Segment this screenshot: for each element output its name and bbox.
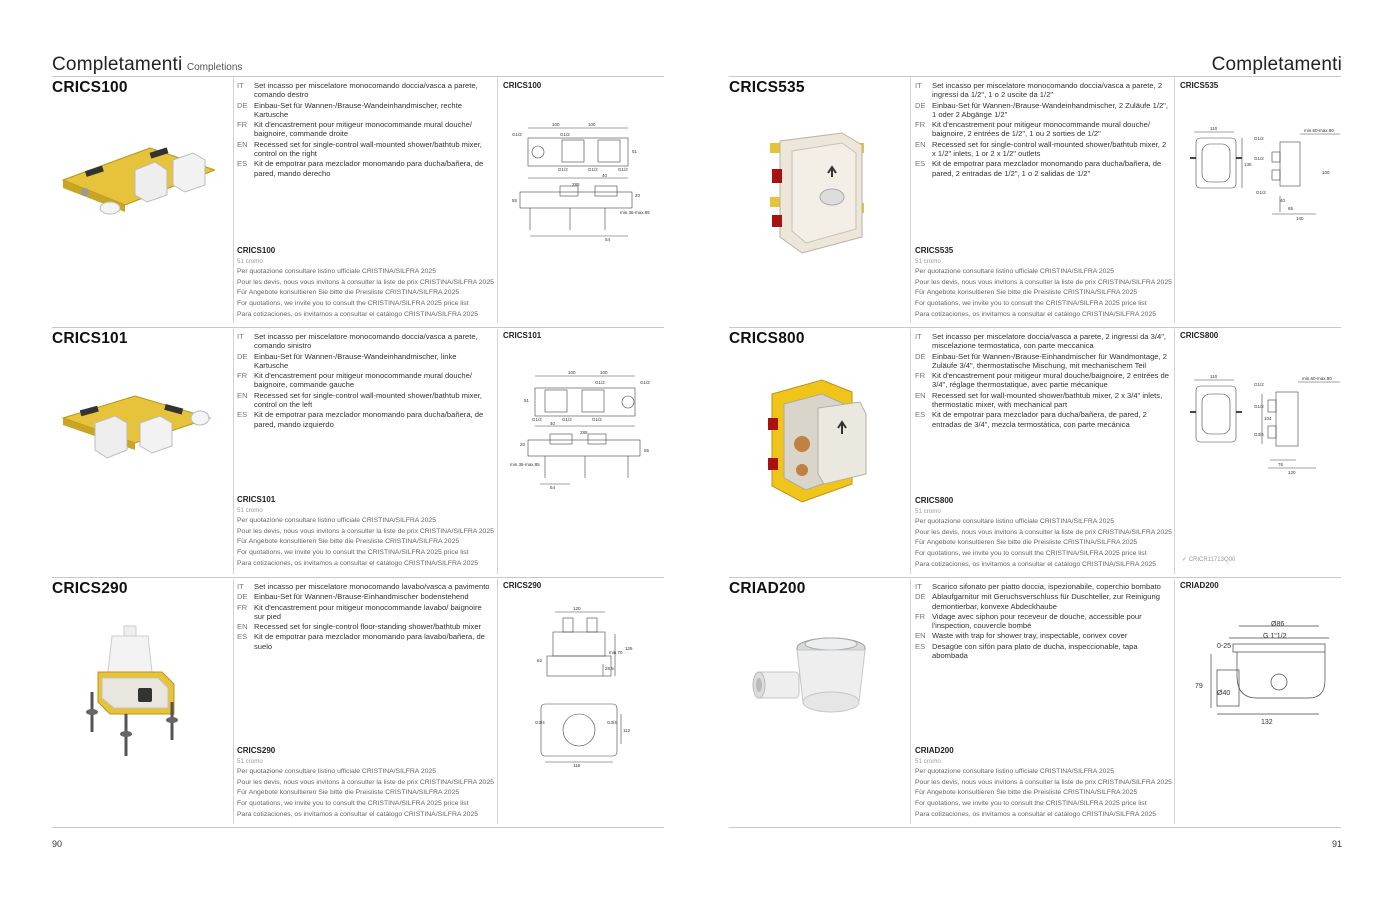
column-divider [497, 579, 498, 824]
dim-label: 55 [512, 198, 518, 203]
price-note: Para cotizaciones, os invitamos a consultar el catálogo CRISTINA/SILFRA 2025 [915, 310, 1157, 318]
desc-text: Einbau-Set für Wannen-/Brause-Wandeinhandmischer, rechte Kartusche [254, 100, 462, 119]
dim-label: G1/2 [562, 417, 572, 422]
dim-label: 51 [524, 398, 530, 403]
product-code: CRICS101 [52, 330, 128, 347]
dim-label: 100 [1322, 170, 1330, 175]
desc-text: Einbau-Set für Wannen-/Brause-Einhandmischer für Wandmontage, 2 Zuläufe 3/4", thermostatische Mischung, mit mechanischem Teil [932, 351, 1167, 370]
lang-code: DE [237, 592, 248, 602]
technical-drawing-crics800 [1184, 372, 1344, 481]
column-divider [233, 579, 234, 824]
dim-label: 132 [1261, 719, 1273, 726]
drawing-title: CRICS290 [503, 581, 542, 590]
desc-text: Desagüe con sifón para plato de ducha, inspeccionable, tapa abombada [932, 641, 1138, 661]
lang-code: IT [915, 332, 922, 341]
desc-text: Kit de empotrar para mezclador para ducha/bañera, de pared, 2 entradas de 3/4", mezcla termostática, con parte mecánica [932, 410, 1147, 429]
meta-code: CRICS535 [915, 246, 954, 255]
price-note: Für Angebote konsultieren Sie bitte die Preisliste CRISTINA/SILFRA 2025 [237, 789, 460, 797]
lang-code: ES [915, 410, 926, 420]
lang-code: FR [237, 371, 248, 381]
dim-label: G1/2 [1254, 136, 1264, 141]
row-divider [729, 327, 1341, 328]
dim-label: 20 [520, 442, 526, 447]
technical-drawing-criad200 [1189, 618, 1339, 735]
price-note: Per quotazione consultare listino ufficiale CRISTINA/SILFRA 2025 [237, 268, 436, 276]
lang-code: FR [915, 120, 926, 130]
desc-text: Recessed set for single-control wall-mounted shower/bathtub mixer, control on the left [254, 390, 482, 410]
technical-drawing-crics100 [510, 120, 660, 247]
product-code: CRICS535 [729, 79, 805, 96]
meta-code: CRIAD200 [915, 746, 954, 755]
price-note: Für Angebote konsultieren Sie bitte die Preisliste CRISTINA/SILFRA 2025 [915, 789, 1138, 797]
desc-text: Recessed set for single-control wall-mounted shower/bathtub mixer, 2 x 1/2" inlets, 1 or 2 x 1/2" outlets [932, 139, 1167, 159]
column-divider [497, 78, 498, 323]
desc-text: Recessed set for single-control wall-mounted shower/bathtub mixer, control on the right [254, 139, 482, 159]
desc-text: Ablaufgarnitur mit Geruchsverschluss für Duschteller, zur Reinigung demontierbar, konvexe Abdeckhaube [932, 592, 1160, 611]
lang-code: EN [915, 631, 926, 641]
page-header [52, 54, 242, 76]
product-meta [237, 495, 497, 569]
price-note: Pour les devis, nous vous invitons à consulter la liste de prix CRISTINA/SILFRA 2025 [915, 528, 1172, 536]
lang-code: IT [915, 582, 922, 591]
dim-label: G1/2 [512, 132, 522, 137]
desc-text: Einbau-Set für Wannen-/Brause-Wandeinhandmischer, linke Kartusche [254, 351, 457, 370]
meta-code: CRICS101 [237, 495, 276, 504]
column-divider [910, 78, 911, 323]
dim-label: min.36-max.85 [510, 462, 540, 467]
product-meta [915, 496, 1175, 570]
dim-label: 104 [1264, 416, 1272, 421]
price-note: Pour les devis, nous vous invitons à consulter la liste de prix CRISTINA/SILFRA 2025 [237, 778, 494, 786]
dim-label: 116 [573, 763, 581, 768]
column-divider [497, 329, 498, 574]
dim-label: 140 [1296, 216, 1304, 221]
dim-label: G 1"1/2 [1263, 633, 1287, 640]
desc-text: Recessed set for single-control floor-standing shower/bathtub mixer [254, 622, 482, 632]
product-code: CRICS800 [729, 330, 805, 347]
price-note: Pour les devis, nous vous invitons à consulter la liste de prix CRISTINA/SILFRA 2025 [237, 278, 494, 286]
price-note: Para cotizaciones, os invitamos a consultar el catálogo CRISTINA/SILFRA 2025 [237, 810, 479, 818]
dim-label: G1/2 [595, 380, 605, 385]
dim-label: G1/2 [532, 417, 542, 422]
dim-label: G1/2 [588, 167, 598, 172]
dim-label: G1/2 [1254, 404, 1264, 409]
price-note: Para cotizaciones, os invitamos a consultar el catálogo CRISTINA/SILFRA 2025 [915, 560, 1157, 568]
certification-icon: ✓ [1182, 557, 1188, 563]
desc-text: Kit de empotrar para mezclador monomando para ducha/bañera, de pared, mando derecho [254, 159, 484, 178]
desc-text: Set incasso per miscelatore monocomando lavabo/vasca a pavimento [254, 582, 490, 591]
desc-text: Kit d'encastrement pour mitigeur monocommande mural douche/ baignoire, commande gauche [254, 371, 472, 390]
drawing-title: CRICS101 [503, 331, 542, 340]
dim-label: 20 [635, 193, 641, 198]
dim-label: G3/4 [1254, 432, 1264, 437]
desc-text: Scarico sifonato per piatto doccia, ispezionabile, coperchio bombato [932, 582, 1161, 591]
finish-label: 51 cromo [237, 506, 263, 514]
row-divider [729, 577, 1341, 578]
lang-code: EN [237, 139, 248, 149]
product-description [915, 582, 1170, 661]
dim-label: 110 [1210, 126, 1218, 131]
page-number: 90 [52, 839, 63, 849]
dim-label: G1/2 [592, 417, 602, 422]
dim-label: 28.5 [605, 666, 614, 671]
dim-label: min.60-max.90 [1304, 128, 1334, 133]
desc-text: Kit d'encastrement pour mitigeur monocommande mural douche/ baignoire, commande droite [254, 120, 472, 139]
dim-label: 285 [580, 430, 588, 435]
header-divider [729, 76, 1341, 77]
lang-code: IT [237, 332, 244, 341]
technical-drawing-crics535 [1184, 124, 1344, 229]
dim-label: 100 [552, 122, 560, 127]
dim-label: G1/2 [640, 380, 650, 385]
dim-label: 100 [588, 122, 596, 127]
dim-label: 76 [1278, 462, 1284, 467]
product-description [237, 81, 492, 179]
meta-code: CRICS800 [915, 496, 954, 505]
lang-code: DE [237, 351, 248, 361]
desc-text: Kit d'encastrement pour mitigeur monocommande mural douche/ baignoire, 2 entrées de 1/2", 1 ou 2 sorties de 1/2" [932, 120, 1150, 139]
desc-text: Kit d'encastrement pour mitigeur mural douche/baignoire, 2 entrées de 3/4", réglage thermostatique, avec partie mécanique [932, 371, 1169, 390]
dim-label: 285 [572, 182, 580, 187]
lang-code: IT [237, 81, 244, 90]
dim-label: 120 [1288, 470, 1296, 475]
drawing-title: CRICS800 [1180, 331, 1219, 340]
certification-code: CRICR11713Q00 [1188, 557, 1236, 563]
dim-label: 79 [1195, 683, 1203, 690]
dim-label: 110 [1210, 374, 1218, 379]
dim-label: min.36-max.85 [620, 210, 650, 215]
price-note: Pour les devis, nous vous invitons à consulter la liste de prix CRISTINA/SILFRA 2025 [237, 527, 494, 535]
price-note: Für Angebote konsultieren Sie bitte die Preisliste CRISTINA/SILFRA 2025 [915, 539, 1138, 547]
price-note: For quotations, we invite you to consult the CRISTINA/SILFRA 2025 price list [237, 299, 469, 307]
section-subtitle: Completions [186, 62, 243, 73]
column-divider [1174, 78, 1175, 323]
lang-code: FR [915, 611, 926, 621]
dim-label: G3/4 [607, 720, 617, 725]
price-note: For quotations, we invite you to consult the CRISTINA/SILFRA 2025 price list [915, 799, 1147, 807]
drawing-title: CRICS535 [1180, 81, 1219, 90]
lang-code: IT [237, 582, 244, 591]
dim-label: G3/4 [535, 720, 545, 725]
price-note: For quotations, we invite you to consult the CRISTINA/SILFRA 2025 price list [915, 299, 1147, 307]
drawing-title: CRIAD200 [1180, 581, 1219, 590]
lang-code: FR [915, 371, 926, 381]
price-note: Pour les devis, nous vous invitons à consulter la liste de prix CRISTINA/SILFRA 2025 [915, 778, 1172, 786]
drawing-title: CRICS100 [503, 81, 542, 90]
desc-text: Set incasso per miscelatore monocomando doccia/vasca a parete, comando destro [254, 81, 478, 100]
dim-label: 62 [537, 658, 543, 663]
dim-label: 40 [602, 173, 608, 178]
lang-code: ES [237, 410, 248, 420]
technical-drawing-crics290 [525, 604, 645, 774]
lang-code: FR [237, 120, 248, 130]
page-number: 91 [1331, 839, 1342, 849]
product-description [915, 332, 1170, 430]
column-divider [1174, 579, 1175, 824]
meta-code: CRICS290 [237, 746, 276, 755]
product-photo-crics100 [55, 140, 215, 225]
finish-label: 51 cromo [915, 257, 941, 265]
desc-text: Recessed set for wall-mounted shower/bathtub mixer, 2 x 3/4" inlets, thermostatic mixer, with mechanical part [932, 390, 1163, 410]
price-note: For quotations, we invite you to consult the CRISTINA/SILFRA 2025 price list [237, 548, 469, 556]
footer-divider [729, 827, 1341, 828]
price-note: Per quotazione consultare listino ufficiale CRISTINA/SILFRA 2025 [915, 518, 1114, 526]
price-note: Für Angebote konsultieren Sie bitte die Preisliste CRISTINA/SILFRA 2025 [237, 538, 460, 546]
desc-text: Vidage avec siphon pour receveur de douche, accessible pour l'inspection, couvercle bombé [932, 611, 1142, 631]
lang-code: FR [237, 602, 248, 612]
technical-drawing-crics101 [510, 368, 660, 495]
header-divider [52, 76, 664, 77]
price-note: Per quotazione consultare listino ufficiale CRISTINA/SILFRA 2025 [915, 768, 1114, 776]
lang-code: EN [915, 139, 926, 149]
product-meta [915, 746, 1175, 820]
desc-text: Kit de empotrar para mezclador monomando para ducha/bañera, de pared, mando izquierdo [254, 410, 484, 429]
section-title: Completamenti [52, 54, 183, 75]
dim-label: 54 [605, 237, 611, 242]
lang-code: EN [915, 390, 926, 400]
desc-text: Set incasso per miscelatore monocomando doccia/vasca a parete, comando sinistro [254, 332, 478, 351]
lang-code: ES [237, 632, 248, 642]
desc-text: Kit de empotrar para mezclador monomando para ducha/bañera, de pared, 2 entradas de 1/2", 1 o 2 salidas de 1/2" [932, 159, 1162, 178]
dim-label: 0-25 [1217, 643, 1232, 650]
product-meta [237, 246, 497, 320]
price-note: Para cotizaciones, os invitamos a consultar el catálogo CRISTINA/SILFRA 2025 [237, 310, 479, 318]
dim-label: 100 [568, 370, 576, 375]
lang-code: DE [237, 100, 248, 110]
dim-label: 40 [1280, 198, 1286, 203]
dim-label: 112 [623, 728, 631, 733]
product-code: CRICS100 [52, 79, 128, 96]
dim-label: 54 [550, 485, 556, 490]
dim-label: 65 [1288, 206, 1294, 211]
row-divider [52, 327, 664, 328]
lang-code: ES [237, 159, 248, 169]
lang-code: DE [915, 592, 926, 602]
desc-text: Set incasso per miscelatore doccia/vasca a parete, 2 ingressi da 3/4", miscelazione termostatica, con parte meccanica [932, 332, 1167, 351]
column-divider [910, 579, 911, 824]
product-photo-criad200 [749, 632, 879, 737]
dim-label: 126 [625, 646, 633, 651]
price-note: Für Angebote konsultieren Sie bitte die Preisliste CRISTINA/SILFRA 2025 [237, 289, 460, 297]
column-divider [233, 78, 234, 323]
price-note: Para cotizaciones, os invitamos a consultar el catálogo CRISTINA/SILFRA 2025 [915, 810, 1157, 818]
product-code: CRICS290 [52, 580, 128, 597]
price-note: For quotations, we invite you to consult the CRISTINA/SILFRA 2025 price list [237, 799, 469, 807]
certification-mark [1182, 556, 1235, 563]
dim-label: 55 [644, 448, 650, 453]
product-description [237, 582, 492, 652]
product-description [237, 332, 492, 430]
dim-label: G1/2 [1254, 382, 1264, 387]
lang-code: IT [915, 81, 922, 90]
product-meta [237, 746, 497, 820]
price-note: For quotations, we invite you to consult the CRISTINA/SILFRA 2025 price list [915, 549, 1147, 557]
desc-text: Kit de empotrar para mezclador monomando para lavabo/bañera, de suelo [254, 632, 485, 651]
lang-code: ES [915, 641, 926, 651]
right-page [697, 0, 1394, 901]
lang-code: ES [915, 159, 926, 169]
desc-text: Einbau-Set für Wannen-/Brause-Einhandmischer bodenstehend [254, 592, 469, 602]
product-photo-crics800 [762, 374, 872, 514]
lang-code: DE [915, 100, 926, 110]
price-note: Para cotizaciones, os invitamos a consultar el catálogo CRISTINA/SILFRA 2025 [237, 559, 479, 567]
footer-divider [52, 827, 664, 828]
product-photo-crics535 [762, 125, 872, 265]
product-description [915, 81, 1170, 179]
section-title: Completamenti [1211, 54, 1342, 75]
dim-label: G1/2 [558, 167, 568, 172]
finish-label: 51 cromo [237, 257, 263, 265]
product-meta [915, 246, 1175, 320]
desc-text: Einbau-Set für Wannen-/Brause-Wandeinhandmischer, 2 Zuläufe 1/2", 1 oder 2 Abgänge 1/2" [932, 100, 1168, 119]
product-photo-crics290 [82, 622, 192, 767]
price-note: Per quotazione consultare listino ufficiale CRISTINA/SILFRA 2025 [237, 517, 436, 525]
dim-label: G1/2 [1254, 156, 1264, 161]
finish-label: 51 cromo [237, 757, 263, 765]
dim-label: Ø40 [1217, 690, 1231, 697]
dim-label: min.70 [609, 650, 623, 655]
price-note: Für Angebote konsultieren Sie bitte die Preisliste CRISTINA/SILFRA 2025 [915, 289, 1138, 297]
page-header [1212, 54, 1342, 76]
column-divider [1174, 329, 1175, 574]
finish-label: 51 cromo [915, 757, 941, 765]
dim-label: 120 [573, 606, 581, 611]
product-code: CRIAD200 [729, 580, 806, 597]
dim-label: G1/2 [560, 132, 570, 137]
row-divider [52, 577, 664, 578]
lang-code: EN [237, 390, 248, 400]
finish-label: 51 cromo [915, 507, 941, 515]
dim-label: G1/2 [1256, 190, 1266, 195]
lang-code: DE [915, 351, 926, 361]
dim-label: 40 [550, 421, 556, 426]
dim-label: 51 [632, 149, 638, 154]
column-divider [233, 329, 234, 574]
desc-text: Set incasso per miscelatore monocomando doccia/vasca a parete, 2 ingressi da 1/2", 1 o 2 uscite da 1/2" [932, 81, 1163, 100]
desc-text: Waste with trap for shower tray, inspectable, convex cover [932, 631, 1128, 641]
dim-label: 135 [1244, 162, 1252, 167]
desc-text: Kit d'encastrement pour mitigeur monocommande lavabo/ baignoire sur pied [254, 602, 482, 621]
price-note: Per quotazione consultare listino ufficiale CRISTINA/SILFRA 2025 [915, 268, 1114, 276]
dim-label: G1/2 [618, 167, 628, 172]
price-note: Per quotazione consultare listino ufficiale CRISTINA/SILFRA 2025 [237, 768, 436, 776]
price-note: Pour les devis, nous vous invitons à consulter la liste de prix CRISTINA/SILFRA 2025 [915, 278, 1172, 286]
dim-label: min.60-max.90 [1302, 376, 1332, 381]
dim-label: Ø86 [1271, 621, 1285, 628]
product-photo-crics101 [55, 388, 215, 473]
lang-code: EN [237, 622, 248, 632]
dim-label: 100 [600, 370, 608, 375]
column-divider [910, 329, 911, 574]
meta-code: CRICS100 [237, 246, 276, 255]
